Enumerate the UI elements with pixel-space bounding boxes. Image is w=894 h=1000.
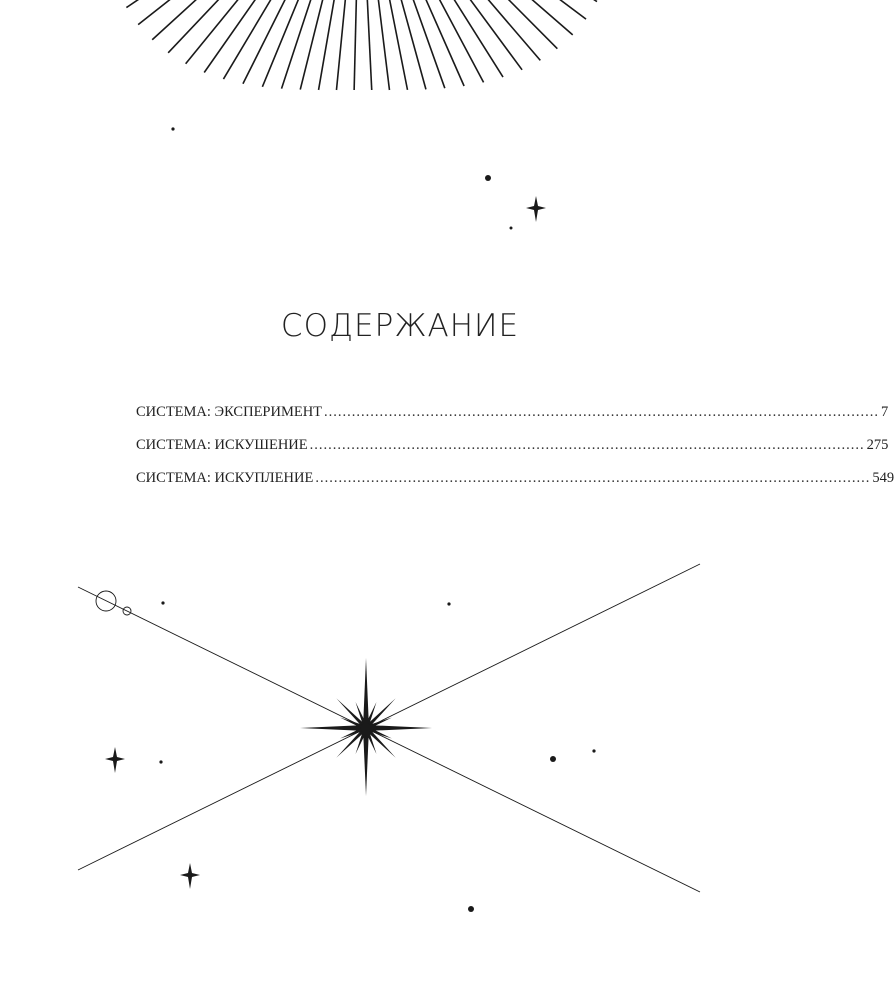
sun-ray: [282, 0, 314, 89]
star-dot: [485, 175, 491, 181]
table-of-contents: [136, 404, 894, 503]
sun-ray: [243, 0, 293, 84]
sun-ray: [126, 0, 235, 8]
toc-entry-label: СИСТЕМА: ИСКУШЕНИЕ: [136, 437, 308, 453]
toc-entry-page: 7: [881, 404, 889, 420]
sun-ray: [440, 0, 503, 77]
sun-ray: [486, 0, 597, 2]
star-dot: [550, 756, 556, 762]
toc-entry-page: 549: [872, 470, 894, 486]
toc-leader-dots: ........................................................................................................................: [315, 470, 871, 486]
crossing-lines-illustration: [0, 540, 800, 960]
sun-ray: [319, 0, 335, 90]
star-spoke: [363, 658, 369, 728]
toc-entry[interactable]: [136, 470, 894, 503]
sun-ray: [410, 0, 444, 88]
sparkle-star-icon: [105, 747, 125, 773]
sparkle-star-icon: [180, 863, 200, 889]
toc-entry[interactable]: [136, 404, 889, 437]
star-spoke: [366, 725, 432, 731]
sun-ray: [458, 0, 541, 60]
diagonal-line: [78, 564, 700, 870]
star-dot: [592, 749, 595, 752]
star-dot: [159, 760, 162, 763]
star-dot: [447, 602, 450, 605]
sun-ray: [354, 0, 356, 90]
sunburst-rays: [107, 0, 614, 90]
radiant-star-icon: [300, 658, 432, 796]
sun-ray: [378, 0, 389, 90]
sun-ray: [138, 0, 242, 25]
toc-leader-dots: ........................................................................................................................: [324, 404, 880, 420]
sunburst-illustration: [0, 0, 800, 250]
star-spoke: [363, 728, 369, 796]
star-dot: [161, 601, 164, 604]
sun-ray: [449, 0, 522, 70]
sun-ray: [152, 0, 249, 40]
sun-ray: [421, 0, 465, 86]
sun-ray: [466, 0, 558, 49]
sun-ray: [473, 0, 573, 35]
sun-ray: [367, 0, 371, 90]
star-dot: [171, 127, 174, 130]
toc-entry[interactable]: [136, 437, 889, 470]
toc-entry-page: 275: [866, 437, 889, 453]
sun-ray: [336, 0, 345, 90]
star-core: [361, 723, 371, 733]
toc-entry-label: СИСТЕМА: ЭКСПЕРИМЕНТ: [136, 404, 323, 420]
sparkle-star-icon: [526, 196, 546, 222]
sun-ray: [400, 0, 426, 89]
star-dot: [468, 906, 474, 912]
sun-ray: [186, 0, 266, 64]
toc-entry-label: СИСТЕМА: ИСКУПЛЕНИЕ: [136, 470, 314, 486]
page-title: СОДЕРЖАНИЕ: [280, 308, 520, 344]
diagonal-line: [78, 587, 700, 892]
sun-ray: [223, 0, 283, 79]
star-spoke: [300, 725, 366, 731]
toc-leader-dots: ........................................................................................................................: [309, 437, 865, 453]
star-dot: [510, 227, 513, 230]
